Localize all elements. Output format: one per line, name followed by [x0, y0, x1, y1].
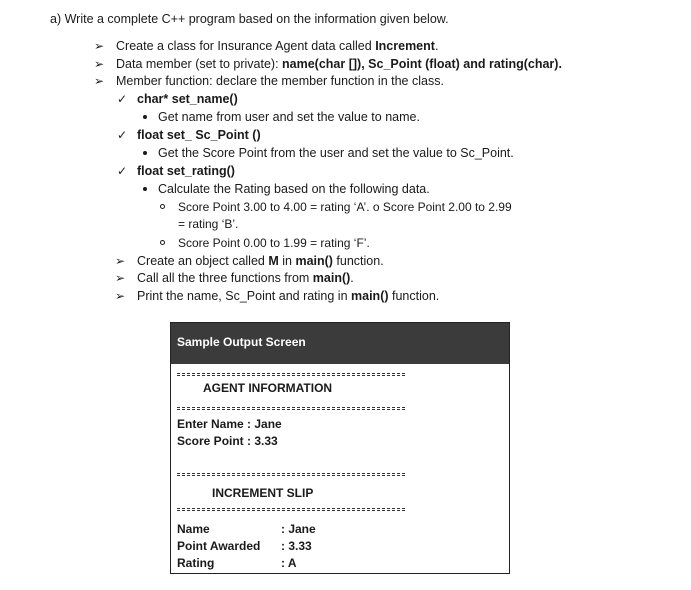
fn-set-rating-desc: Calculate the Rating based on the following data. — [158, 182, 430, 196]
sample-output-header — [171, 323, 509, 364]
sample-output-screen — [170, 322, 510, 574]
enter-name-line: Enter Name : Jane — [177, 417, 282, 431]
rating-rule-a: Score Point 3.00 to 4.00 = rating ‘A’. o Score Point 2.00 to 2.99 — [178, 200, 512, 214]
equals-divider — [177, 508, 405, 511]
equals-divider — [177, 407, 405, 410]
checkmark-icon: ✓ — [117, 128, 128, 142]
score-point-line: Score Point : 3.33 — [177, 434, 278, 448]
fn-set-name: char* set_name() — [137, 92, 238, 106]
dot-bullet-icon — [143, 187, 147, 191]
arrow-bullet-icon: ➢ — [115, 271, 126, 285]
item-call-functions: Call all the three functions from main(). — [137, 271, 354, 285]
slip-label-point-awarded: Point Awarded — [177, 539, 261, 553]
arrow-bullet-icon: ➢ — [115, 289, 126, 303]
question-title: a) Write a complete C++ program based on the information given below. — [50, 12, 449, 26]
arrow-bullet-icon: ➢ — [115, 254, 126, 268]
slip-value-point-awarded: : 3.33 — [281, 539, 312, 553]
rating-rule-b: = rating ‘B’. — [178, 217, 239, 231]
item-print: Print the name, Sc_Point and rating in main() function. — [137, 289, 440, 303]
fn-set-name-desc: Get name from user and set the value to name. — [158, 110, 420, 124]
fn-set-rating: float set_rating() — [137, 164, 235, 178]
circle-bullet-icon — [160, 240, 165, 245]
checkmark-icon: ✓ — [117, 164, 128, 178]
item-data-member: Data member (set to private): name(char []), Sc_Point (float) and rating(char). — [116, 57, 562, 71]
item-member-function: Member function: declare the member function in the class. — [116, 74, 444, 88]
dot-bullet-icon — [143, 115, 147, 119]
fn-set-sc-point: float set_ Sc_Point () — [137, 128, 261, 142]
fn-set-sc-point-desc: Get the Score Point from the user and set the value to Sc_Point. — [158, 146, 514, 160]
arrow-bullet-icon: ➢ — [94, 57, 105, 71]
item-class: Create a class for Insurance Agent data called Increment. — [116, 39, 439, 53]
dot-bullet-icon — [143, 151, 147, 155]
slip-label-name: Name — [177, 522, 210, 536]
circle-bullet-icon — [160, 204, 165, 209]
agent-info-title: AGENT INFORMATION — [203, 381, 333, 395]
item-create-object: Create an object called M in main() function. — [137, 254, 384, 268]
equals-divider — [177, 373, 405, 376]
arrow-bullet-icon: ➢ — [94, 74, 105, 88]
sample-output-title: Sample Output Screen — [177, 335, 306, 349]
slip-value-name: : Jane — [281, 522, 316, 536]
rating-rule-f: Score Point 0.00 to 1.99 = rating ‘F’. — [178, 236, 370, 250]
increment-slip-title: INCREMENT SLIP — [212, 486, 314, 500]
arrow-bullet-icon: ➢ — [94, 39, 105, 53]
checkmark-icon: ✓ — [117, 92, 128, 106]
slip-value-rating: : A — [281, 556, 297, 570]
equals-divider — [177, 473, 405, 476]
slip-label-rating: Rating — [177, 556, 215, 570]
